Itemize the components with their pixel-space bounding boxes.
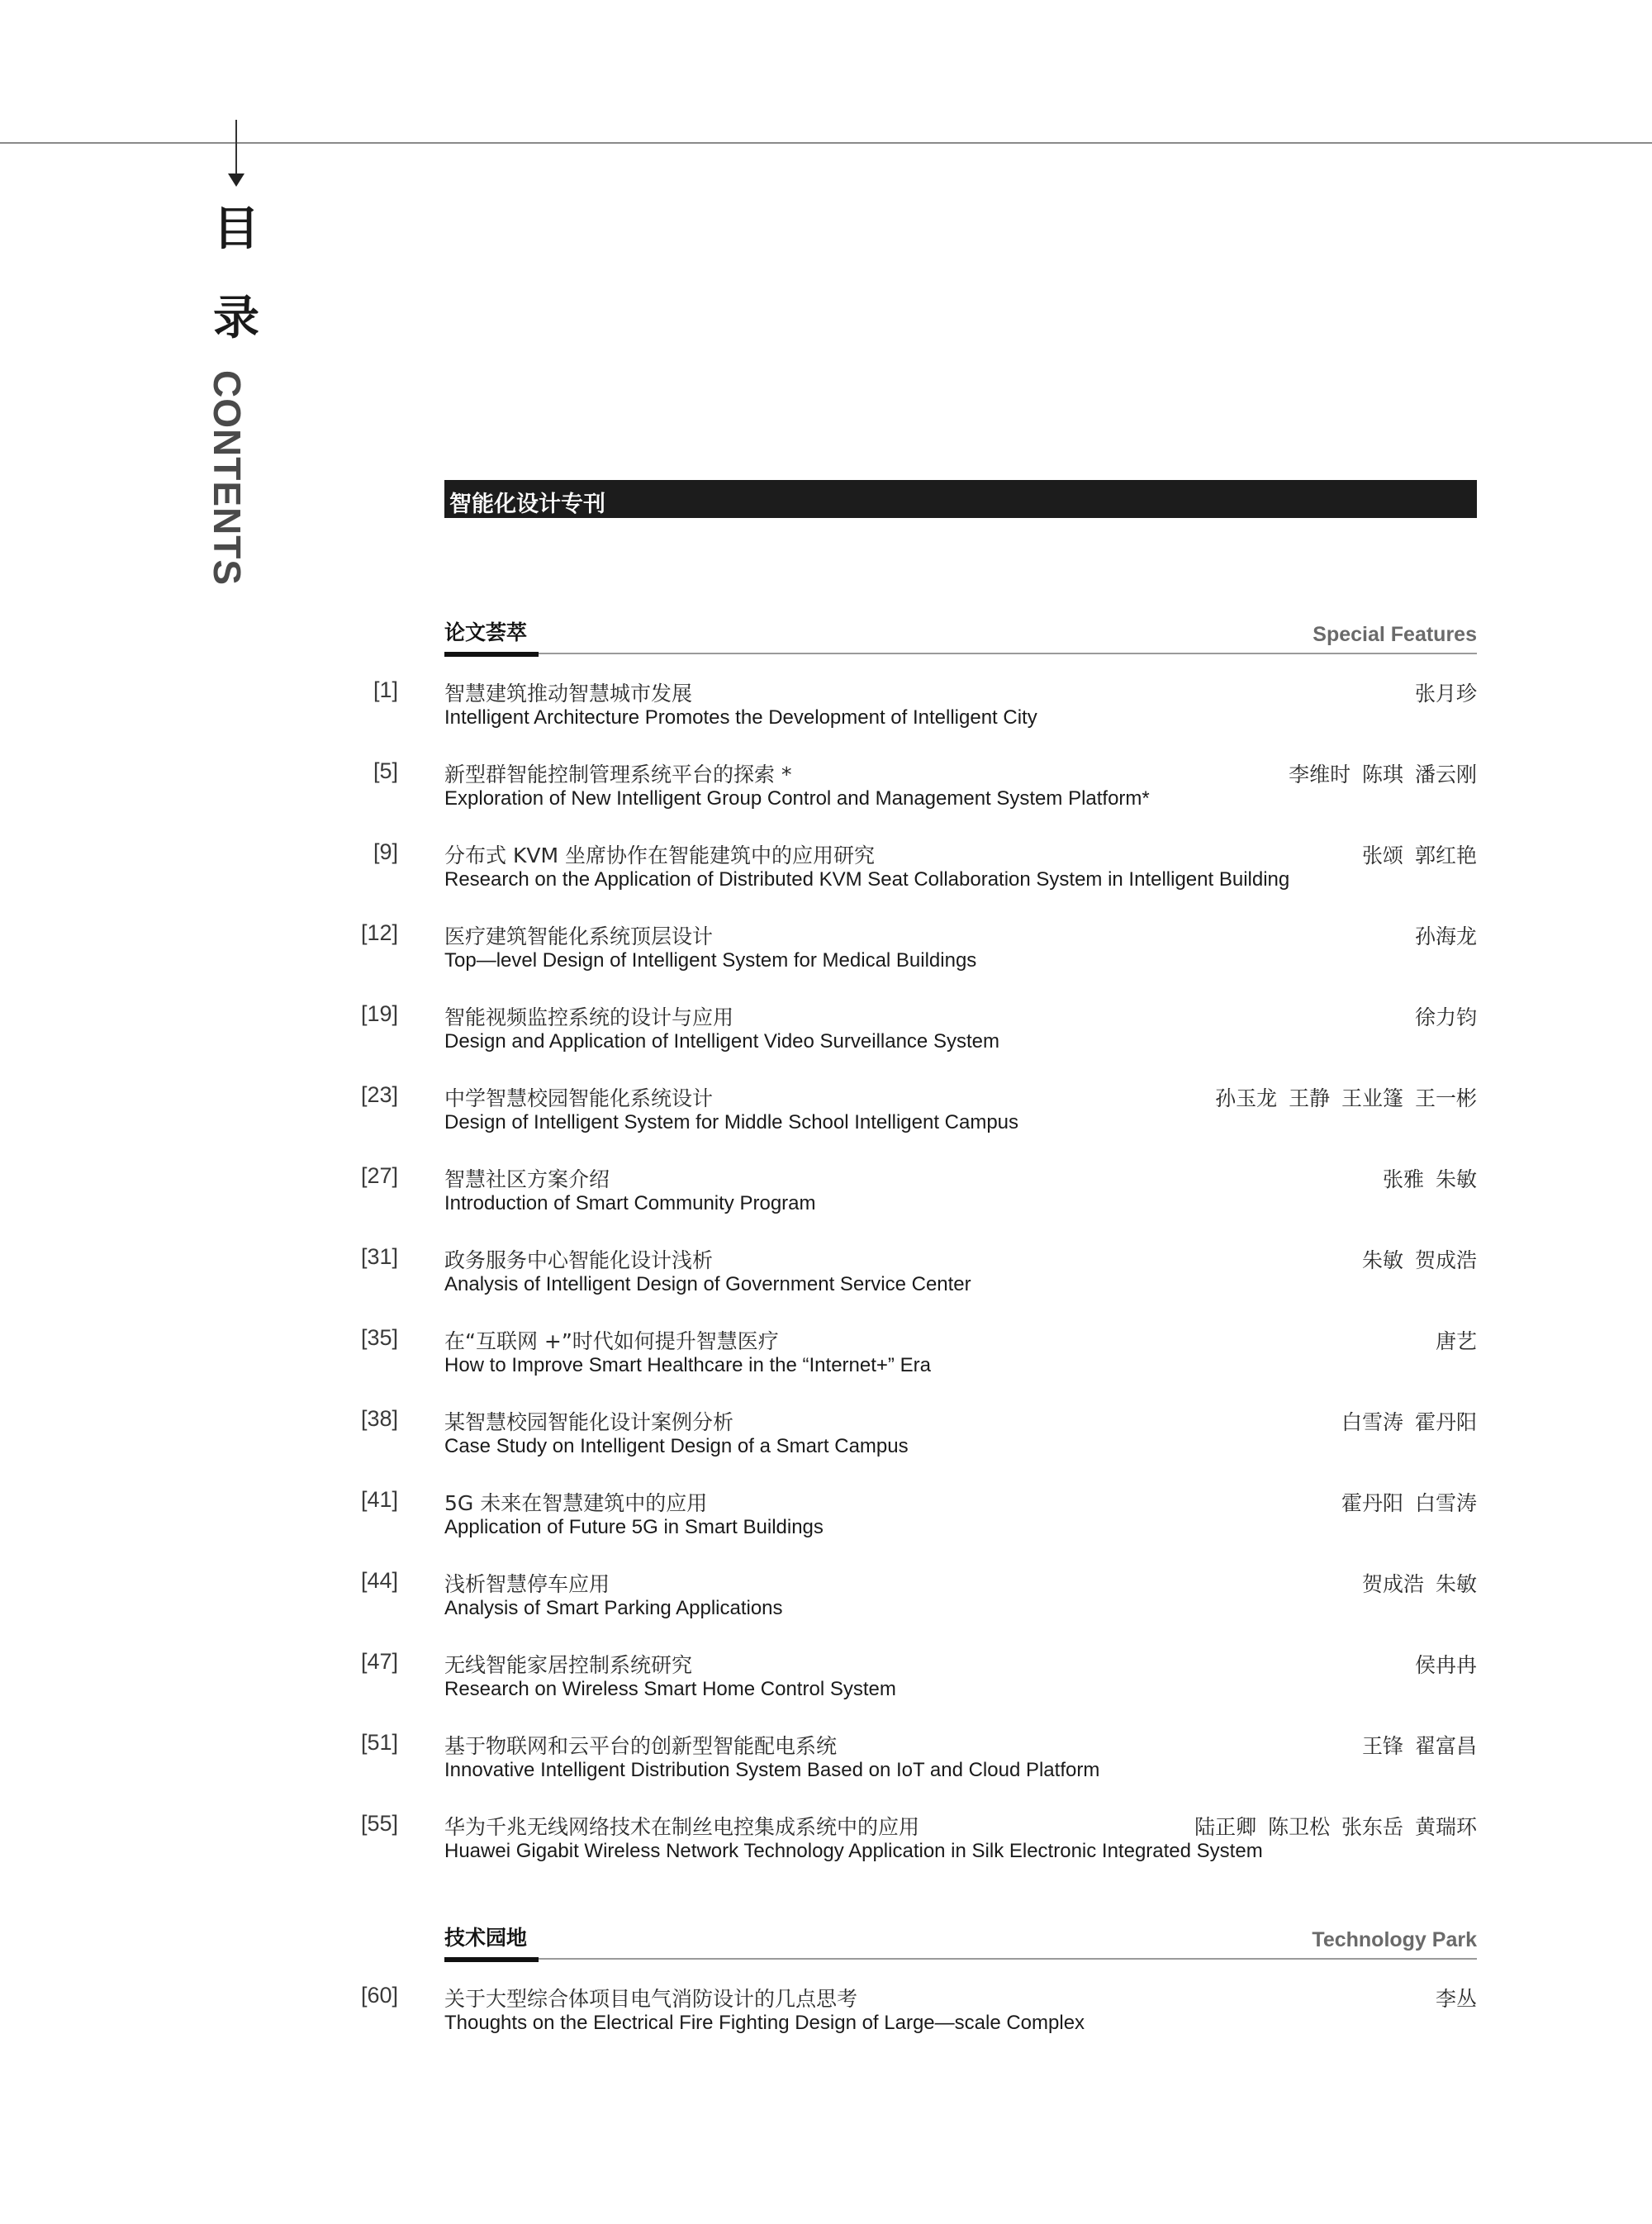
issue-banner <box>444 480 1477 518</box>
page-number: [27] <box>360 1163 398 1188</box>
article-title-en: Huawei Gigabit Wireless Network Technology Application in Silk Electronic Integrated System <box>444 1840 1263 1862</box>
section-rule-accent <box>444 652 539 657</box>
article-authors: 孙海龙 <box>1414 924 1477 948</box>
article-title-en: Design and Application of Intelligent Video Surveillance System <box>444 1030 999 1053</box>
article-title-en: Research on the Application of Distributed KVM Seat Collaboration System in Intelligent Building <box>444 868 1290 891</box>
section-title-en: Technology Park <box>1312 1928 1477 1951</box>
page-number: [12] <box>360 920 398 945</box>
article-authors: 张月珍 <box>1414 682 1477 706</box>
article-title-en: Introduction of Smart Community Program <box>444 1192 816 1214</box>
page-number: [19] <box>360 1001 398 1026</box>
section-rule-accent <box>444 1957 539 1962</box>
article-authors: 贺成浩 朱敏 <box>1362 1572 1477 1596</box>
article-authors: 唐艺 <box>1435 1329 1477 1353</box>
article-authors: 白雪涛 霍丹阳 <box>1341 1410 1477 1434</box>
article-authors: 李丛 <box>1435 1987 1477 2011</box>
article-title-zh: 智能视频监控系统的设计与应用 <box>444 1005 734 1029</box>
article-authors: 李维时 陈琪 潘云刚 <box>1289 763 1477 786</box>
article-title-en: Exploration of New Intelligent Group Control and Management System Platform* <box>444 787 1150 810</box>
section-rule <box>444 1958 1477 1960</box>
contents-vertical-label <box>206 370 259 586</box>
page-number: [31] <box>360 1244 398 1269</box>
page-number: [1] <box>373 677 398 702</box>
article-title-zh: 基于物联网和云平台的创新型智能配电系统 <box>444 1734 838 1758</box>
toc-entry[interactable] <box>0 1487 1652 1553</box>
toc-entry[interactable] <box>0 1983 1652 2049</box>
section-title-zh: 论文荟萃 <box>444 620 528 644</box>
page-number: [51] <box>360 1730 398 1755</box>
toc-entry[interactable] <box>0 1730 1652 1796</box>
article-title-zh: 关于大型综合体项目电气消防设计的几点思考 <box>444 1987 858 2011</box>
article-title-zh: 智慧建筑推动智慧城市发展 <box>444 682 693 706</box>
page-number: [23] <box>360 1082 398 1107</box>
toc-entry[interactable] <box>0 1001 1652 1067</box>
article-authors: 侯冉冉 <box>1414 1653 1477 1677</box>
article-authors: 徐力钧 <box>1414 1005 1477 1029</box>
article-authors: 朱敏 贺成浩 <box>1362 1248 1477 1272</box>
page-number: [38] <box>360 1406 398 1431</box>
toc-entry[interactable] <box>0 1163 1652 1229</box>
article-authors: 陆正卿 陈卫松 张东岳 黄瑞环 <box>1194 1815 1477 1839</box>
article-authors: 张雅 朱敏 <box>1383 1167 1477 1191</box>
mulu-char-1: 目 <box>213 202 259 256</box>
article-title-zh: 医疗建筑智能化系统顶层设计 <box>444 924 714 948</box>
article-title-zh: 智慧社区方案介绍 <box>444 1167 610 1191</box>
article-authors: 孙玉龙 王静 王业篷 王一彬 <box>1215 1086 1477 1110</box>
article-title-zh: 华为千兆无线网络技术在制丝电控集成系统中的应用 <box>444 1815 920 1839</box>
page-number: [35] <box>360 1325 398 1350</box>
article-title-en: Application of Future 5G in Smart Buildings <box>444 1516 824 1538</box>
article-authors: 王锋 翟富昌 <box>1362 1734 1477 1758</box>
toc-entry[interactable] <box>0 1811 1652 1877</box>
page-number: [41] <box>360 1487 398 1512</box>
article-authors: 张颂 郭红艳 <box>1362 844 1477 867</box>
article-title-en: Analysis of Smart Parking Applications <box>444 1597 783 1619</box>
article-title-zh: 浅析智慧停车应用 <box>444 1572 610 1596</box>
article-title-en: Analysis of Intelligent Design of Government Service Center <box>444 1273 971 1295</box>
toc-entry[interactable] <box>0 1244 1652 1310</box>
article-title-zh: 在“互联网 +”时代如何提升智慧医疗 <box>444 1329 779 1353</box>
page-number: [44] <box>360 1568 398 1593</box>
page-number: [9] <box>373 839 398 864</box>
article-title-en: Intelligent Architecture Promotes the Development of Intelligent City <box>444 706 1037 729</box>
contents-text: CONTENTS <box>206 370 249 586</box>
article-title-en: Case Study on Intelligent Design of a Smart Campus <box>444 1435 909 1457</box>
toc-entry[interactable] <box>0 1082 1652 1148</box>
article-title-zh: 新型群智能控制管理系统平台的探索 * <box>444 763 792 786</box>
article-title-zh: 某智慧校园智能化设计案例分析 <box>444 1410 734 1434</box>
article-title-zh: 5G 未来在智慧建筑中的应用 <box>444 1491 708 1515</box>
article-title-en: Innovative Intelligent Distribution System Based on IoT and Cloud Platform <box>444 1759 1100 1781</box>
banner-title: 智能化设计专刊 <box>449 492 605 517</box>
toc-entry[interactable] <box>0 1649 1652 1715</box>
toc-entry[interactable] <box>0 1325 1652 1391</box>
top-rule <box>0 142 1652 144</box>
toc-entry[interactable] <box>0 677 1652 744</box>
article-title-en: Top—level Design of Intelligent System for Medical Buildings <box>444 949 977 972</box>
toc-entry[interactable] <box>0 758 1652 824</box>
section-header <box>444 613 1477 663</box>
article-title-en: Research on Wireless Smart Home Control System <box>444 1678 896 1700</box>
toc-entry[interactable] <box>0 1406 1652 1472</box>
toc-entry[interactable] <box>0 839 1652 905</box>
arrow-line <box>235 120 237 176</box>
article-title-en: How to Improve Smart Healthcare in the “Internet+” Era <box>444 1354 931 1376</box>
section-rule <box>444 653 1477 654</box>
arrow-down-icon <box>228 173 244 187</box>
toc-entry[interactable] <box>0 1568 1652 1634</box>
page-number: [5] <box>373 758 398 783</box>
toc-entry[interactable] <box>0 920 1652 986</box>
page-number: [47] <box>360 1649 398 1674</box>
article-title-en: Design of Intelligent System for Middle School Intelligent Campus <box>444 1111 1019 1133</box>
article-title-zh: 无线智能家居控制系统研究 <box>444 1653 693 1677</box>
article-authors: 霍丹阳 白雪涛 <box>1341 1491 1477 1515</box>
article-title-zh: 政务服务中心智能化设计浅析 <box>444 1248 714 1272</box>
section-title-zh: 技术园地 <box>444 1926 528 1950</box>
article-title-en: Thoughts on the Electrical Fire Fighting Design of Large—scale Complex <box>444 2012 1085 2034</box>
page-number: [60] <box>360 1983 398 2008</box>
article-title-zh: 中学智慧校园智能化系统设计 <box>444 1086 714 1110</box>
page-number: [55] <box>360 1811 398 1836</box>
article-title-zh: 分布式 KVM 坐席协作在智能建筑中的应用研究 <box>444 844 875 867</box>
mulu-char-2: 录 <box>213 292 259 345</box>
section-header <box>444 1918 1477 1968</box>
section-title-en: Special Features <box>1313 623 1477 646</box>
